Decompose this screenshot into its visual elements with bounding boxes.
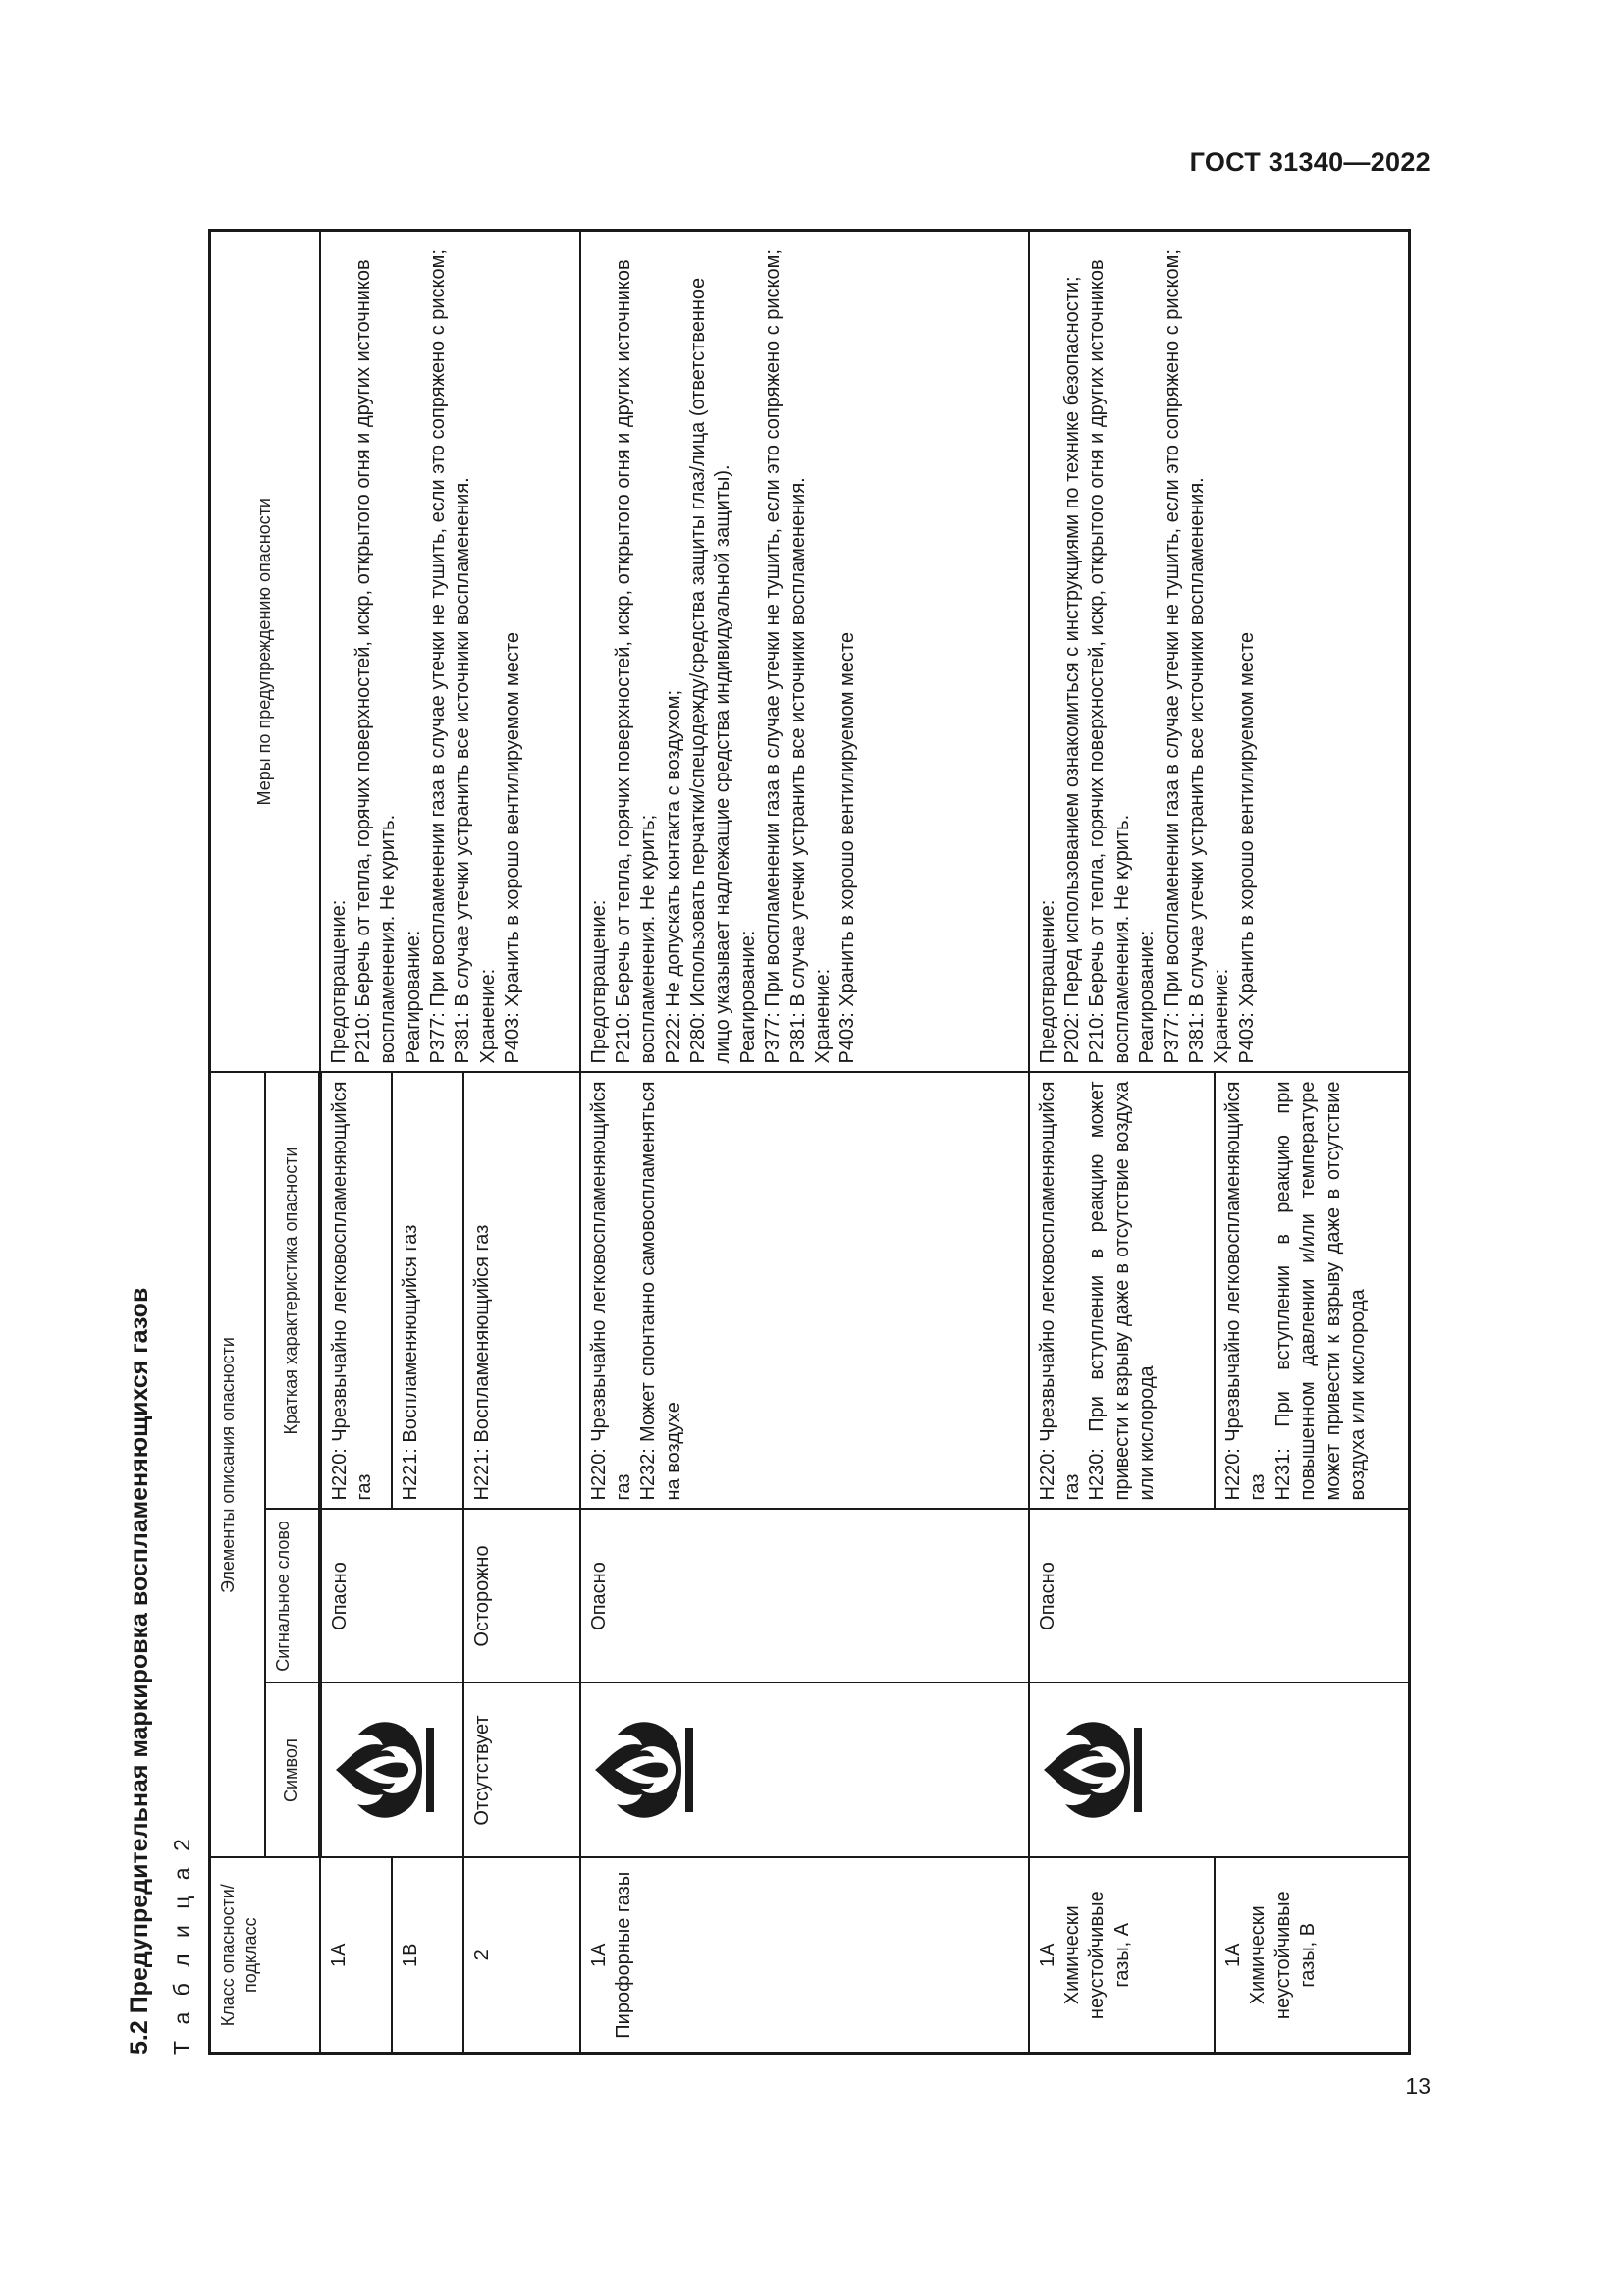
hazard-cell: Н220: Чрезвычайно легковоспламеняющийся газ Н231: При вступлении в реакцию при повышенном давлении и/или температуре может привести к взрыву даже в отсутствие воздуха или кислорода: [1215, 1073, 1409, 1510]
class-cell: 1А: [320, 1858, 392, 2054]
symbol-cell: [320, 1683, 464, 1858]
class-cell: 1А Пирофорные газы: [580, 1858, 1029, 2054]
class-cell: 1А Химически неустойчивые газы, А: [1029, 1858, 1215, 2054]
class-cell: 1В: [392, 1858, 464, 2054]
rotated-content: [118, 149, 1424, 2079]
page-number: 13: [1405, 2073, 1431, 2099]
flame-pictogram-icon: [334, 1707, 436, 1835]
hazard-cell: Н221: Воспламеняющийся газ: [392, 1073, 464, 1510]
signal-word-cell: Опасно: [580, 1510, 1029, 1683]
document-code: ГОСТ 31340—2022: [1189, 147, 1431, 177]
measures-cell: Предотвращение: Р202: Перед использованием ознакомиться с инструкциями по технике безопасности; Р210: Беречь от тепла, горячих поверхностей, искр, открытого огня и других источников воспламенения. Не курить. Реагирование: Р377: При воспламенении газа в случае утечки не тушить, если это сопряжено с риском; Р381: В случае утечки устранить все источники воспламенения. Хранение: Р403: Хранить в хорошо вентилируемом месте: [1029, 231, 1410, 1073]
class-cell: 2: [463, 1858, 579, 2054]
col-header-symbol: Символ: [265, 1683, 320, 1858]
flame-pictogram-icon: [1042, 1707, 1144, 1835]
hazard-cell: Н220: Чрезвычайно легковоспламеняющийся газ Н232: Может спонтанно самовоспламеняться на воздухе: [580, 1073, 1029, 1510]
measures-cell: [320, 231, 580, 1073]
gas-labeling-table: [208, 229, 1411, 2055]
signal-word-cell: Опасно: [1029, 1510, 1410, 1683]
symbol-cell: Отсутствует: [463, 1683, 579, 1858]
signal-word-cell: Опасно: [320, 1510, 464, 1683]
measures-text: Предотвращение: Р210: Беречь от тепла, горячих поверхностей, искр, открытого огня и других источников воспламенения. Не курить. Реагирование: Р377: При воспламенении газа в случае утечки не тушить, если это сопряжено с риском; Р381: В случае утечки устранить все источники воспламенения. Хранение: Р403: Хранить в хорошо вентилируемом месте: [327, 249, 524, 1064]
table-label: Т а б л и ц а 2: [169, 1834, 194, 2055]
signal-word-cell: Осторожно: [463, 1510, 579, 1683]
col-header-hazard: Краткая характеристика опасности: [265, 1073, 320, 1510]
hazard-cell: Н220: Чрезвычайно легковоспламеняющийся газ: [320, 1073, 392, 1510]
class-cell: 1А Химически неустойчивые газы, В: [1215, 1858, 1409, 2054]
col-header-elements: Элементы описания опасности: [210, 1073, 265, 1858]
hazard-cell: Н220: Чрезвычайно легковоспламеняющийся газ Н230: При вступлении в реакцию может привести к взрыву даже в отсутствие воздуха или кислорода: [1029, 1073, 1215, 1510]
measures-cell: Предотвращение: Р210: Беречь от тепла, горячих поверхностей, искр, открытого огня и других источников воспламенения. Не курить; Р222: Не допускать контакта с воздухом; Р280: Использовать перчатки/спецодежду/средства защиты глаз/лица (ответственное лицо указывает надлежащие средства индивидуальной защиты). Реагирование: Р377: При воспламенении газа в случае утечки не тушить, если это сопряжено с риском; Р381: В случае утечки устранить все источники воспламенения. Хранение: Р403: Хранить в хорошо вентилируемом месте: [580, 231, 1029, 1073]
symbol-cell: [580, 1683, 1029, 1858]
col-header-signal: Сигнальное слово: [265, 1510, 320, 1683]
symbol-cell: [1029, 1683, 1410, 1858]
col-header-class: Класс опасности/ подкласс: [210, 1858, 320, 2054]
hazard-cell: Н221: Воспламеняющийся газ: [463, 1073, 579, 1510]
flame-pictogram-icon: [593, 1707, 695, 1835]
col-header-measures: Меры по предупреждению опасности: [210, 231, 320, 1073]
section-title: 5.2 Предупредительная маркировка воспламеняющихся газов: [126, 1287, 153, 2055]
